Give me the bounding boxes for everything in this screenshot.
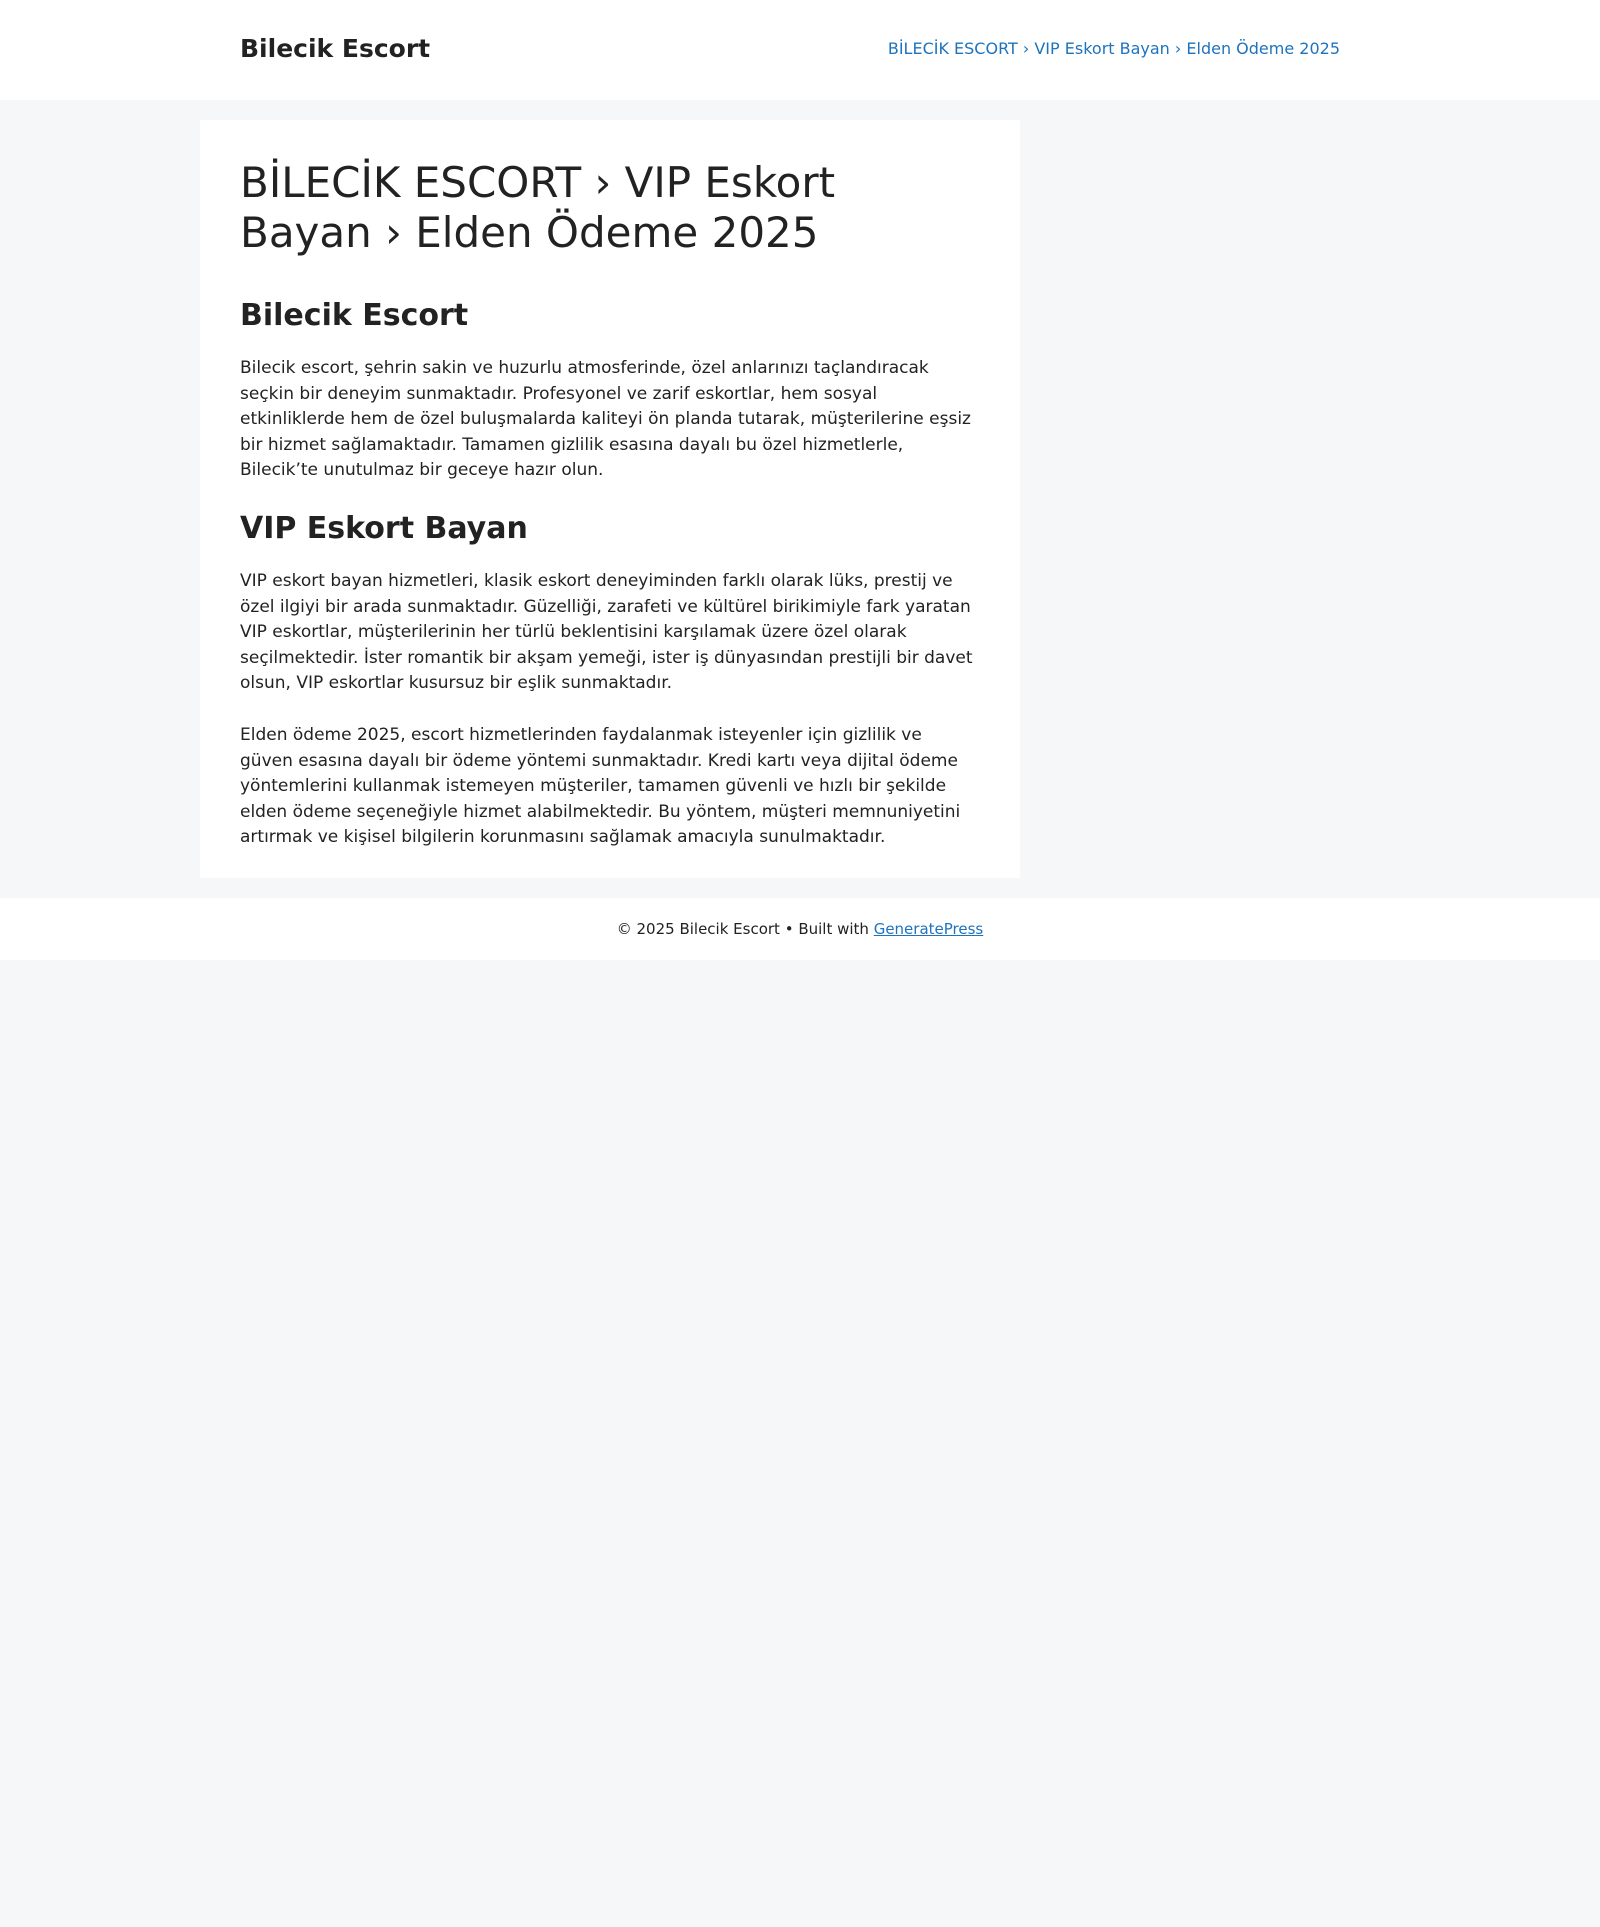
article-container: [200, 120, 1020, 878]
section-heading-bilecik-escort: Bilecik Escort: [240, 298, 469, 333]
footer-copyright: [617, 918, 984, 940]
site-footer: [0, 898, 1600, 960]
section-heading-vip-eskort-bayan: VIP Eskort Bayan: [240, 510, 528, 546]
section-paragraph-vip-eskort-bayan: VIP eskort bayan hizmetleri, klasik eskort deneyiminden farklı olarak lüks, prestij ve özel ilgiyi bir arada sunmaktadır. Güzelliği, zarafeti ve kültürel birikimiyle fark yaratan VIP eskortlar, müşterilerinin her türlü beklentisini karşılamak üzere özel olarak seçilmektedir. İster romantik bir akşam yemeği, ister iş dünyasından prestijli bir davet olsun, VIP eskortlar kusursuz bir eşlik sunmaktadır.: [240, 570, 973, 694]
footer-copyright-text: © 2025 Bilecik Escort • Built with: [616, 920, 874, 938]
nav-link-home[interactable]: BİLECİK ESCORT › VIP Eskort Bayan › Elden Ödeme 2025: [887, 39, 1340, 58]
footer-generatepress-link[interactable]: GeneratePress: [873, 920, 984, 938]
header-navigation: [888, 38, 1340, 60]
site-title-link[interactable]: Bilecik Escort: [240, 34, 431, 63]
article-content: [240, 158, 980, 851]
section-paragraph-bilecik-escort: Bilecik escort, şehrin sakin ve huzurlu atmosferinde, özel anlarınızı taçlandıracak seçkin bir deneyim sunmaktadır. Profesyonel ve zarif eskortlar, hem sosyal etkinliklerde hem de özel buluşmalarda kaliteyi ön planda tutarak, müşterilerine eşsiz bir hizmet sağlamaktadır. Tamamen gizlilik esasına dayalı bu özel hizmetlerle, Bilecik’te unutulmaz bir geceye hazır olun.: [240, 358, 971, 481]
section-paragraph-elden-odeme: Elden ödeme 2025, escort hizmetlerinden faydalanmak isteyenler için gizlilik ve güven esasına dayalı bir ödeme yöntemi sunmaktadır. Kredi kartı veya dijital ödeme yöntemlerini kullanmak istemeyen müşteriler, tamamen güvenli ve hızlı bir şekilde elden ödeme seçeneğiyle hizmet alabilmektedir. Bu yöntem, müşteri memnuniyetini artırmak ve kişisel bilgilerin korunmasını sağlamak amacıyla sunulmaktadır.: [240, 724, 961, 848]
page-title: BİLECİK ESCORT › VIP Eskort Bayan › Elden Ödeme 2025: [240, 158, 836, 257]
site-header: [0, 0, 1600, 100]
